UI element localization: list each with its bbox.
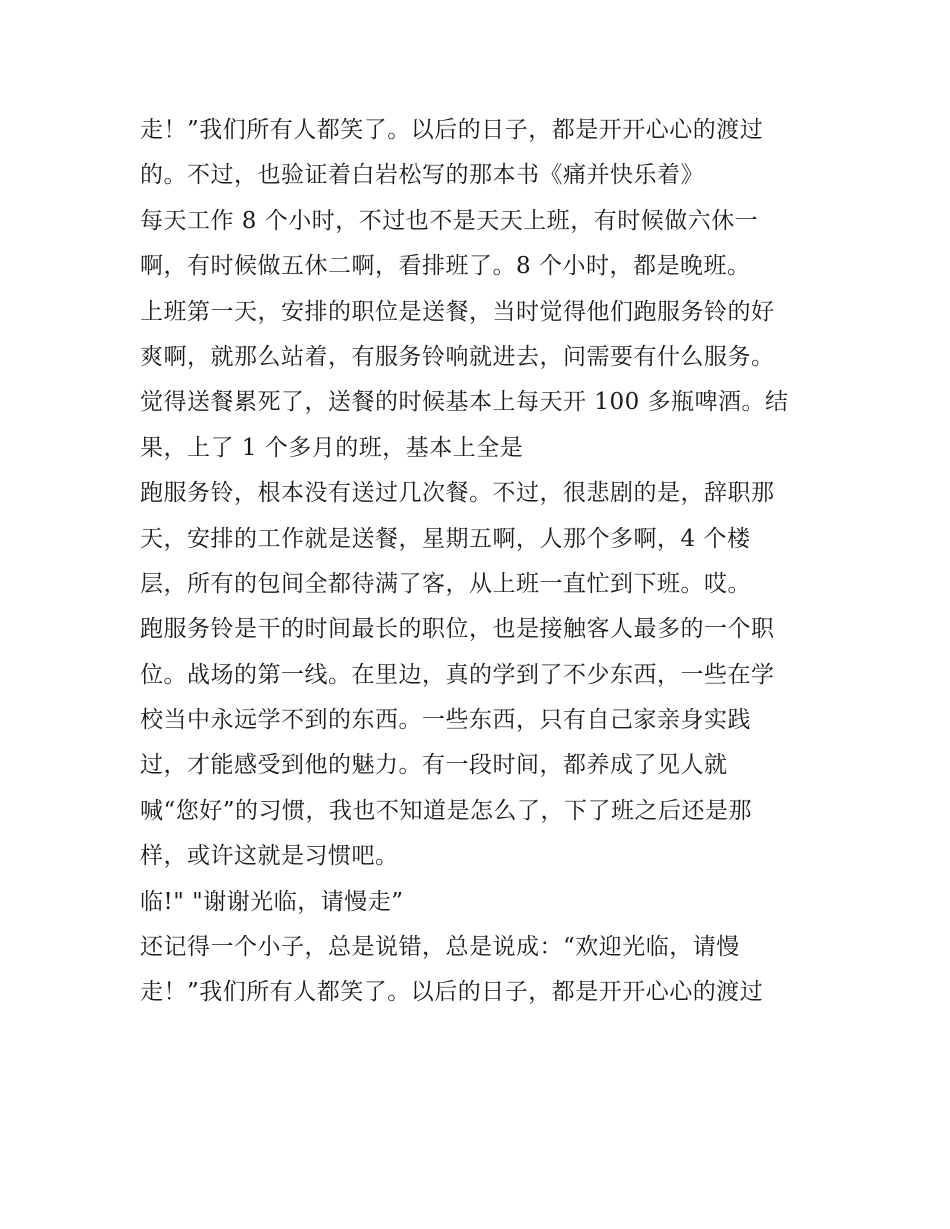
- text-line-19: 还记得一个小子，总是说错，总是说成：“欢迎光临，请慢: [140, 934, 740, 961]
- text-line-14: 校当中永远学不到的东西。一些东西，只有自己家亲身实践: [140, 707, 751, 734]
- text-line-3: 每天工作 8 个小时，不过也不是天天上班，有时候做六休一: [140, 207, 759, 234]
- text-line-8: 果，上了 1 个多月的班，基本上全是: [140, 434, 524, 461]
- text-line-15: 过，才能感受到他的魅力。有一段时间，都养成了见人就: [140, 752, 728, 779]
- text-line-7: 觉得送餐累死了，送餐的时候基本上每天开 100 多瓶啤酒。结: [140, 389, 789, 416]
- body-text: [140, 108, 820, 1016]
- text-line-11: 层，所有的包间全都待满了客，从上班一直忙到下班。哎。: [140, 570, 751, 597]
- text-line-10: 天，安排的工作就是送餐，星期五啊，人那个多啊，4 个楼: [140, 525, 751, 552]
- text-line-20: 走！”我们所有人都笑了。以后的日子，都是开开心心的渡过: [140, 979, 764, 1006]
- text-line-13: 位。战场的第一线。在里边，真的学到了不少东西，一些在学: [140, 661, 775, 688]
- text-line-18: 临!" "谢谢光临，请慢走”: [140, 888, 404, 915]
- text-line-12: 跑服务铃是干的时间最长的职位，也是接触客人最多的一个职: [140, 616, 775, 643]
- text-line-5: 上班第一天，安排的职位是送餐，当时觉得他们跑服务铃的好: [140, 298, 775, 325]
- text-line-4: 啊，有时候做五休二啊，看排班了。8 个小时，都是晚班。: [140, 253, 751, 280]
- text-line-2: 的。不过，也验证着白岩松写的那本书《痛并快乐着》: [140, 162, 704, 189]
- text-line-1: 走！”我们所有人都笑了。以后的日子，都是开开心心的渡过: [140, 117, 764, 143]
- text-line-9: 跑服务铃，根本没有送过几次餐。不过，很悲剧的是，辞职那: [140, 480, 775, 507]
- text-line-16: 喊“您好”的习惯，我也不知道是怎么了，下了班之后还是那: [140, 797, 753, 824]
- text-line-17: 样，或许这就是习惯吧。: [140, 843, 399, 870]
- text-line-6: 爽啊，就那么站着，有服务铃响就进去，问需要有什么服务。: [140, 343, 775, 370]
